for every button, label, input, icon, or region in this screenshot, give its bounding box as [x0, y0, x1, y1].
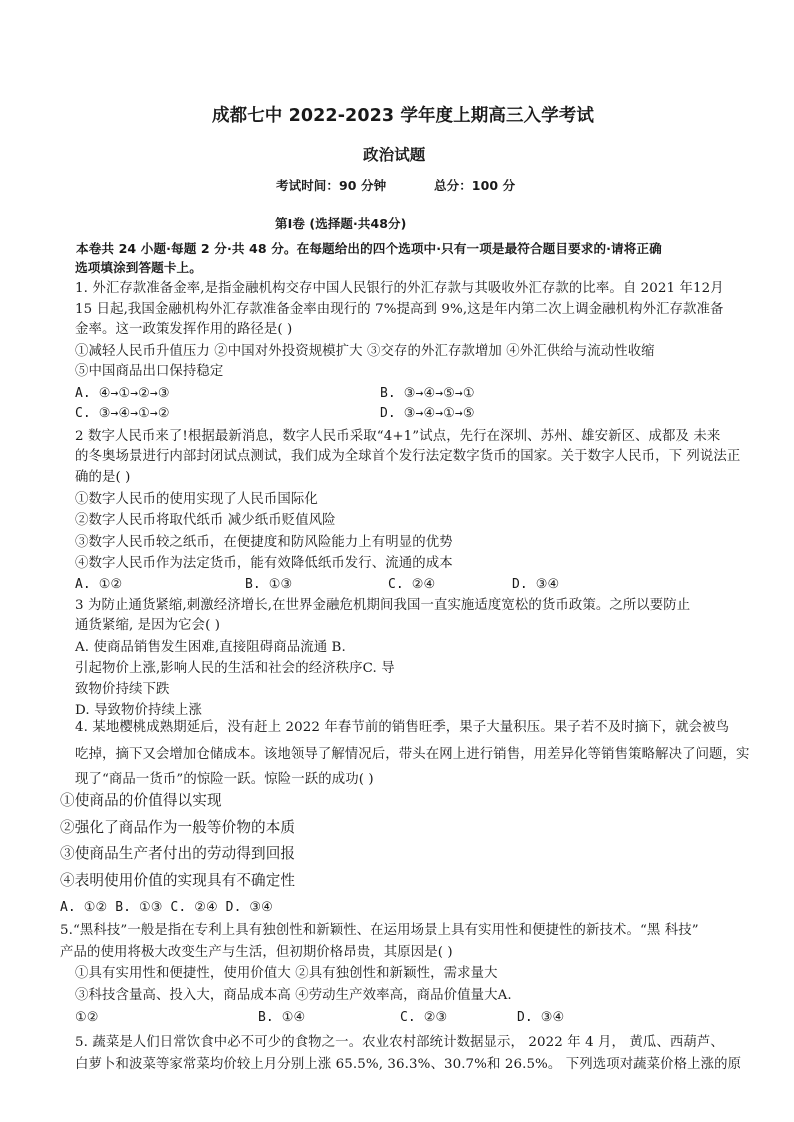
q2-stem-line2: 的冬奥场景进行内部封闭试点测试，我们成为全球首个发行法定数字货币的国家。关于数字人民币，下 列说法正	[75, 449, 741, 464]
q1-option-b: B. ③→④→⑤→①	[380, 386, 475, 401]
q5-option-b: B. ①④	[258, 1010, 306, 1025]
q2-stem-line1: 2 数字人民币来了!根据最新消息，数字人民币采取“4+1”试点，先行在深圳、苏州、雄安新区、成都及 未来	[75, 429, 721, 444]
q2-option-d: D. ③④	[512, 577, 560, 592]
q5-stem-line2: 产品的使用将极大改变生产与生活，但初期价格昂贵，其原因是( )	[60, 945, 453, 960]
q5-statements-line2: ③科技含量高、投入大，商品成本高 ④劳动生产效率高，商品价值量大A.	[75, 988, 512, 1003]
q4-statement-2: ②强化了商品作为一般等价物的本质	[60, 819, 296, 836]
section-instructions-line2: 选项填涂到答题卡上。	[75, 260, 202, 275]
q3-stem-line2: 通货紧缩, 是因为它会( )	[75, 618, 221, 633]
q1-statements-line1: ①减轻人民币升值压力 ②中国对外投资规模扩大 ③交存的外汇存款增加 ④外汇供给与流动性收缩	[75, 344, 655, 359]
q5-stem-line1: 5.“黑科技”一般是指在专利上具有独创性和新颖性、在运用场景上具有实用性和便捷性的新技术。“黑 科技”	[60, 923, 699, 938]
q4-stem-line3: 现了“商品一货币”的惊险一跃。惊险一跃的成功( )	[75, 772, 374, 787]
q4-statement-1: ①使商品的价值得以实现	[60, 792, 222, 809]
subject-title: 政治试题	[363, 146, 426, 164]
q4-statement-4: ④表明使用价值的实现具有不确定性	[60, 872, 296, 889]
q1-statements-line2: ⑤中国商品出口保持稳定	[75, 364, 224, 379]
q4-options: A. ①② B. ①③ C. ②④ D. ③④	[60, 900, 273, 915]
q2-option-a: A. ①②	[75, 577, 123, 592]
q2-stem-line3: 确的是( )	[75, 470, 131, 485]
q1-stem-line2: 15 日起,我国金融机构外汇存款准备金率由现行的 7%提高到 9%,这是年内第二次上调金融机构外汇存款准备	[75, 302, 724, 317]
q1-stem-line3: 金率。这一政策发挥作用的路径是( )	[75, 322, 293, 337]
q2-statement-3: ③数字人民币较之纸币，在便捷度和防风险能力上有明显的优势	[75, 535, 453, 550]
q4-statement-3: ③使商品生产者付出的劳动得到回报	[60, 845, 296, 862]
q2-statement-4: ④数字人民币作为法定货币，能有效降低纸币发行、流通的成本	[75, 556, 453, 571]
total-score: 总分：100 分	[434, 178, 516, 193]
q4-stem-line1: 4. 某地樱桃成熟期延后，没有赶上 2022 年春节前的销售旺季，果子大量积压。果子若不及时摘下，就会被鸟	[75, 720, 730, 735]
q6-stem-line1: 5. 蔬菜是人们日常饮食中必不可少的食物之一。农业农村部统计数据显示， 2022 年 4 月， 黄瓜、西葫芦、	[75, 1035, 724, 1050]
q5-option-c: C. ②③	[400, 1010, 448, 1025]
q3-option-b: 引起物价上涨,影响人民的生活和社会的经济秩序C. 导	[75, 661, 395, 676]
q2-option-b: B. ①③	[245, 577, 293, 592]
q3-option-c: 致物价持续下跌	[75, 682, 170, 697]
exam-title: 成都七中 2022-2023 学年度上期高三入学考试	[212, 106, 594, 126]
q3-stem-line1: 3 为防止通货紧缩,刺激经济增长,在世界金融危机期间我国一直实施适度宽松的货币政策。之所以要防止	[75, 598, 691, 613]
q5-option-d: D. ③④	[517, 1010, 565, 1025]
q3-option-d: D. 导致物价持续上涨	[75, 703, 202, 718]
q4-stem-line2: 吃掉，摘下又会增加仓储成本。该地领导了解情况后，带头在网上进行销售，用差异化等销售策略解决了问题，实	[75, 747, 750, 762]
q1-option-d: D. ③→④→①→⑤	[380, 406, 475, 421]
exam-time: 考试时间：90 分钟	[276, 178, 387, 193]
q2-option-c: C. ②④	[388, 577, 436, 592]
q1-stem-line1: 1. 外汇存款准备金率,是指金融机构交存中国人民银行的外汇存款与其吸收外汇存款的比率。自 2021 年12月	[75, 281, 724, 296]
q3-option-a: A. 使商品销售发生困难,直接阻碍商品流通 B.	[75, 640, 346, 655]
q5-option-a: ①②	[75, 1010, 99, 1025]
q1-option-a: A. ④→①→②→③	[75, 386, 170, 401]
q5-statements-line1: ①具有实用性和便捷性，使用价值大 ②具有独创性和新颖性，需求量大	[75, 966, 498, 981]
section-instructions-line1: 本卷共 24 小题·每题 2 分·共 48 分。在每题给出的四个选项中·只有一项是最符合题目要求的·请将正确	[76, 241, 662, 256]
q1-option-c: C. ③→④→①→②	[75, 406, 170, 421]
q6-stem-line2: 白萝卜和波菜等家常菜均价较上月分别上涨 65.5%, 36.3%、30.7%和 26.5%。 下列选项对蔬菜价格上涨的原	[75, 1057, 742, 1072]
section-title: 第Ⅰ卷 (选择题·共48分)	[275, 216, 407, 231]
q2-statement-2: ②数字人民币将取代纸币 减少纸币贬值风险	[75, 513, 336, 528]
q2-statement-1: ①数字人民币的使用实现了人民币国际化	[75, 492, 318, 507]
